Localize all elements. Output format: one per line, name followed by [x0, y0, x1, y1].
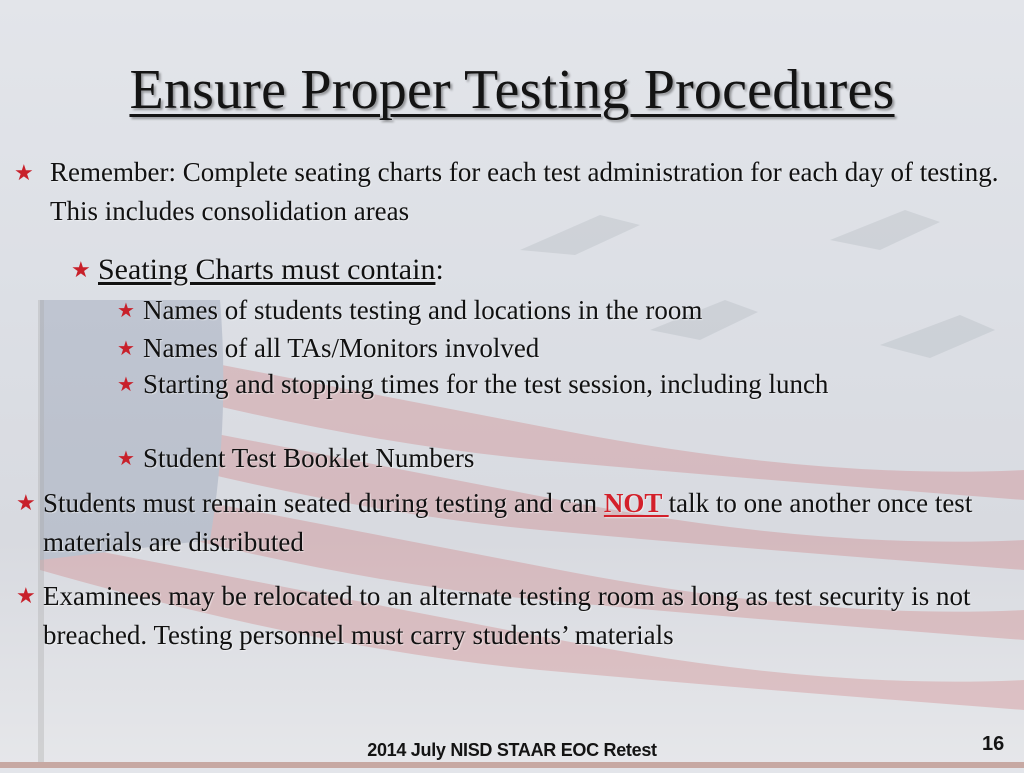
star-icon: ★	[16, 583, 36, 608]
star-icon: ★	[14, 160, 34, 185]
slide-title: Ensure Proper Testing Procedures	[129, 59, 895, 121]
students-seated-text-before: Students must remain seated during testing and can	[43, 488, 604, 518]
subitem-text: Student Test Booklet Numbers	[143, 443, 475, 473]
bullet-remember	[50, 153, 1005, 231]
examinees-text: Examinees may be relocated to an alternate testing room as long as test security is not breached. Testing personnel must carry students’ materials	[43, 581, 971, 650]
subitem-text: Names of students testing and locations in the room	[143, 295, 703, 325]
subitem-text: Starting and stopping times for the test session, including lunch	[143, 369, 829, 399]
students-seated-text-after: talk to one another once test materials are distributed	[43, 488, 973, 557]
seating-charts-heading: Seating Charts must contain	[98, 253, 436, 286]
subitem	[143, 440, 933, 477]
star-icon: ★	[71, 257, 91, 282]
star-icon: ★	[117, 448, 135, 470]
subitem	[143, 292, 933, 329]
star-icon: ★	[117, 374, 135, 396]
bullet-examinees	[43, 577, 978, 655]
bullet-students-seated	[43, 484, 1003, 562]
subitem	[143, 330, 933, 367]
subitem-text: Names of all TAs/Monitors involved	[143, 333, 540, 363]
subitem	[143, 366, 933, 403]
slide-footer: 2014 July NISD STAAR EOC Retest	[367, 740, 657, 760]
not-emphasis: NOT	[603, 488, 669, 518]
seating-charts-colon: :	[435, 253, 444, 286]
page-number: 16	[982, 733, 1005, 755]
star-icon: ★	[117, 338, 135, 360]
star-icon: ★	[16, 490, 36, 515]
bullet-seating-charts	[98, 252, 698, 288]
bottom-strip	[0, 762, 1024, 768]
bullet-remember-text: Remember: Complete seating charts for each test administration for each day of testing. This includes consolidation areas	[50, 157, 999, 226]
star-icon: ★	[117, 300, 135, 322]
